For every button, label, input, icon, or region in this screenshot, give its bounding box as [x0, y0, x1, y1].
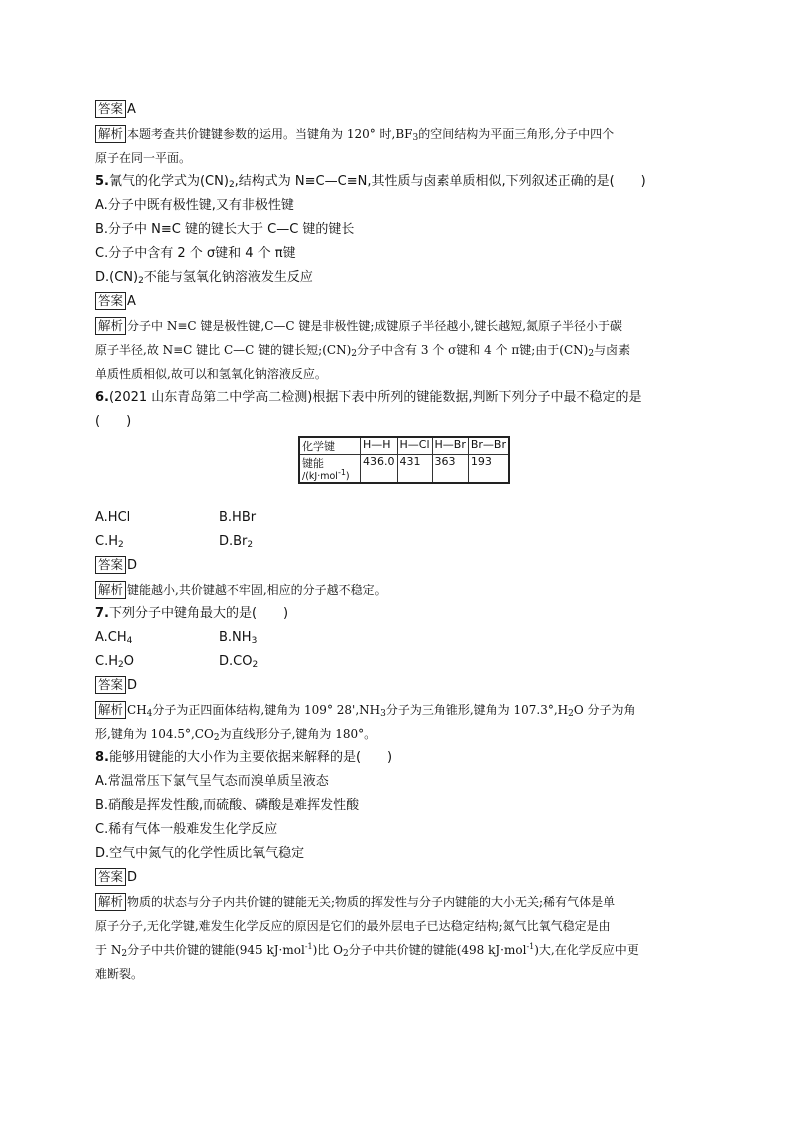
answer-tag: 答案: [95, 676, 126, 694]
q5-option-a: A.分子中既有极性键,又有非极性键: [95, 198, 294, 213]
q5-number: 5.: [95, 174, 109, 189]
q6-stem: 6.(2021 山东青岛第二中学高二检测)根据下表中所列的键能数据,判断下列分子中最不稳定的是: [95, 390, 642, 405]
q8-answer-line: [95, 866, 707, 890]
q6-option-c: $C.H_2$: [95, 534, 124, 550]
q4-answer-line: [95, 98, 707, 122]
q8-explanation-line-2: 原子分子,无化学键,难发生化学反应的原因是它们的最外层电子已达稳定结构;氮气比氧气稳定是由: [95, 919, 611, 933]
q6-number: 6.: [95, 390, 109, 405]
q8-option-d: D.空气中氮气的化学性质比氧气稳定: [95, 846, 305, 861]
q4-explanation-line-2: 原子在同一平面。: [95, 151, 192, 165]
q8-number: 8.: [95, 750, 109, 765]
table-row-label: 键能 /(kJ·mol$^{-1}$): [299, 455, 361, 484]
q7-explanation-line-1: 解析 $CH_4$分子为正四面体结构,键角为 109° $28',NH_3$分子为三角锥形,键角为 $107.3^\circ,H_2O$ 分子为角: [95, 698, 707, 722]
q7-option-a: $A.CH_4$: [95, 630, 133, 646]
q6-answer-line: [95, 554, 707, 578]
q5-answer: A: [127, 294, 136, 309]
q6-answer: D: [127, 558, 138, 573]
explanation-tag: 解析: [95, 701, 126, 719]
q8-explanation-line-4: 难断裂。: [95, 967, 144, 981]
table-header-cell: H—Br: [432, 437, 468, 455]
table-cell: 431: [397, 455, 432, 484]
q5-answer-line: [95, 290, 707, 314]
q7-explanation-line-2: 形,键角为 $104.5^\circ,CO_2$为直线形分子,键角为 180°。: [95, 727, 377, 743]
q5-stem: 5.氰气的化学式为$(CN)_2$,结构式为 N≡C—C≡N,其性质与卤素单质相似,下列叙述正确的是( ): [95, 174, 646, 190]
q5-option-b: B.分子中 N≡C 键的键长大于 C—C 键的键长: [95, 222, 355, 237]
q7-option-c: $C.H_2O$: [95, 654, 134, 670]
q6-option-b: B.HBr: [219, 510, 257, 525]
table-cell: 193: [468, 455, 509, 484]
q8-explanation-line-1: 解析 物质的状态与分子内共价键的键能无关;物质的挥发性与分子内键能的大小无关;稀有气体是单: [95, 890, 707, 914]
answer-tag: 答案: [95, 292, 126, 310]
q8-stem: 8.能够用键能的大小作为主要依据来解释的是( ): [95, 750, 393, 765]
q4-answer: A: [127, 102, 136, 117]
table-cell: 436.0: [361, 455, 398, 484]
table-header-row: [299, 437, 509, 455]
q5-explanation-line-1: 解析 分子中 N≡C 键是极性键,C—C 键是非极性键;成键原子半径越小,键长越短,氮原子半径小于碳: [95, 314, 707, 338]
table-row: [299, 455, 509, 484]
table-header-cell: 化学键: [299, 437, 361, 455]
q7-options-row-1: [95, 626, 707, 650]
answer-tag: 答案: [95, 868, 126, 886]
q7-options-row-2: [95, 650, 707, 674]
explanation-tag: 解析: [95, 317, 126, 335]
q5-explanation-line-2: 原子半径,故 N≡C 键比 C—C 键的键长短$;(CN)_2$分子中含有 3 个 σ键和 4 个 π键;由于$(CN)_2$与卤素: [95, 343, 631, 359]
table-cell: 363: [432, 455, 468, 484]
answer-tag: 答案: [95, 556, 126, 574]
q7-option-b: $B.NH_3$: [219, 630, 258, 646]
q5-option-c: C.分子中含有 2 个 σ键和 4 个 π键: [95, 246, 296, 261]
bond-energy-table: [298, 436, 510, 484]
q6-options-row-1: [95, 506, 707, 530]
q5-explanation-line-3: 单质性质相似,故可以和氢氧化钠溶液反应。: [95, 367, 327, 381]
q7-answer: D: [127, 678, 138, 693]
q6-options-row-2: [95, 530, 707, 554]
q7-number: 7.: [95, 606, 109, 621]
q5-option-d: $D.(CN)_2$不能与氢氧化钠溶液发生反应: [95, 270, 313, 286]
answer-tag: 答案: [95, 100, 126, 118]
explanation-tag: 解析: [95, 125, 126, 143]
q7-answer-line: [95, 674, 707, 698]
table-header-cell: H—H: [361, 437, 398, 455]
q6-explanation-line: 解析 键能越小,共价键越不牢固,相应的分子越不稳定。: [95, 578, 707, 602]
q8-option-c: C.稀有气体一般难发生化学反应: [95, 822, 278, 837]
q7-stem: 7.下列分子中键角最大的是( ): [95, 606, 289, 621]
q8-option-b: B.硝酸是挥发性酸,而硫酸、磷酸是难挥发性酸: [95, 798, 360, 813]
q8-option-a: A.常温常压下氯气呈气态而溴单质呈液态: [95, 774, 329, 789]
q7-option-d: $D.CO_2$: [219, 654, 259, 670]
q6-option-a: A.HCl: [95, 510, 131, 525]
q6-paren: ( ): [95, 414, 132, 429]
q4-explanation-line-1: 解析 本题考查共价键键参数的运用。当键角为 120° 时$,BF_3$的空间结构为平面三角形,分子中四个: [95, 122, 707, 146]
table-header-cell: H—Cl: [397, 437, 432, 455]
document-page: [95, 98, 707, 986]
q6-option-d: $D.Br_2$: [219, 534, 254, 550]
explanation-tag: 解析: [95, 581, 126, 599]
q8-answer: D: [127, 870, 138, 885]
explanation-tag: 解析: [95, 893, 126, 911]
table-header-cell: Br—Br: [468, 437, 509, 455]
q8-explanation-line-3: 于 $N_2$分子中共价键的键能(945 kJ·mol$^{-1}$)比 $O_2$分子中共价键的键能(498 kJ·mol$^{-1}$)大,在化学反应中更: [95, 942, 639, 959]
